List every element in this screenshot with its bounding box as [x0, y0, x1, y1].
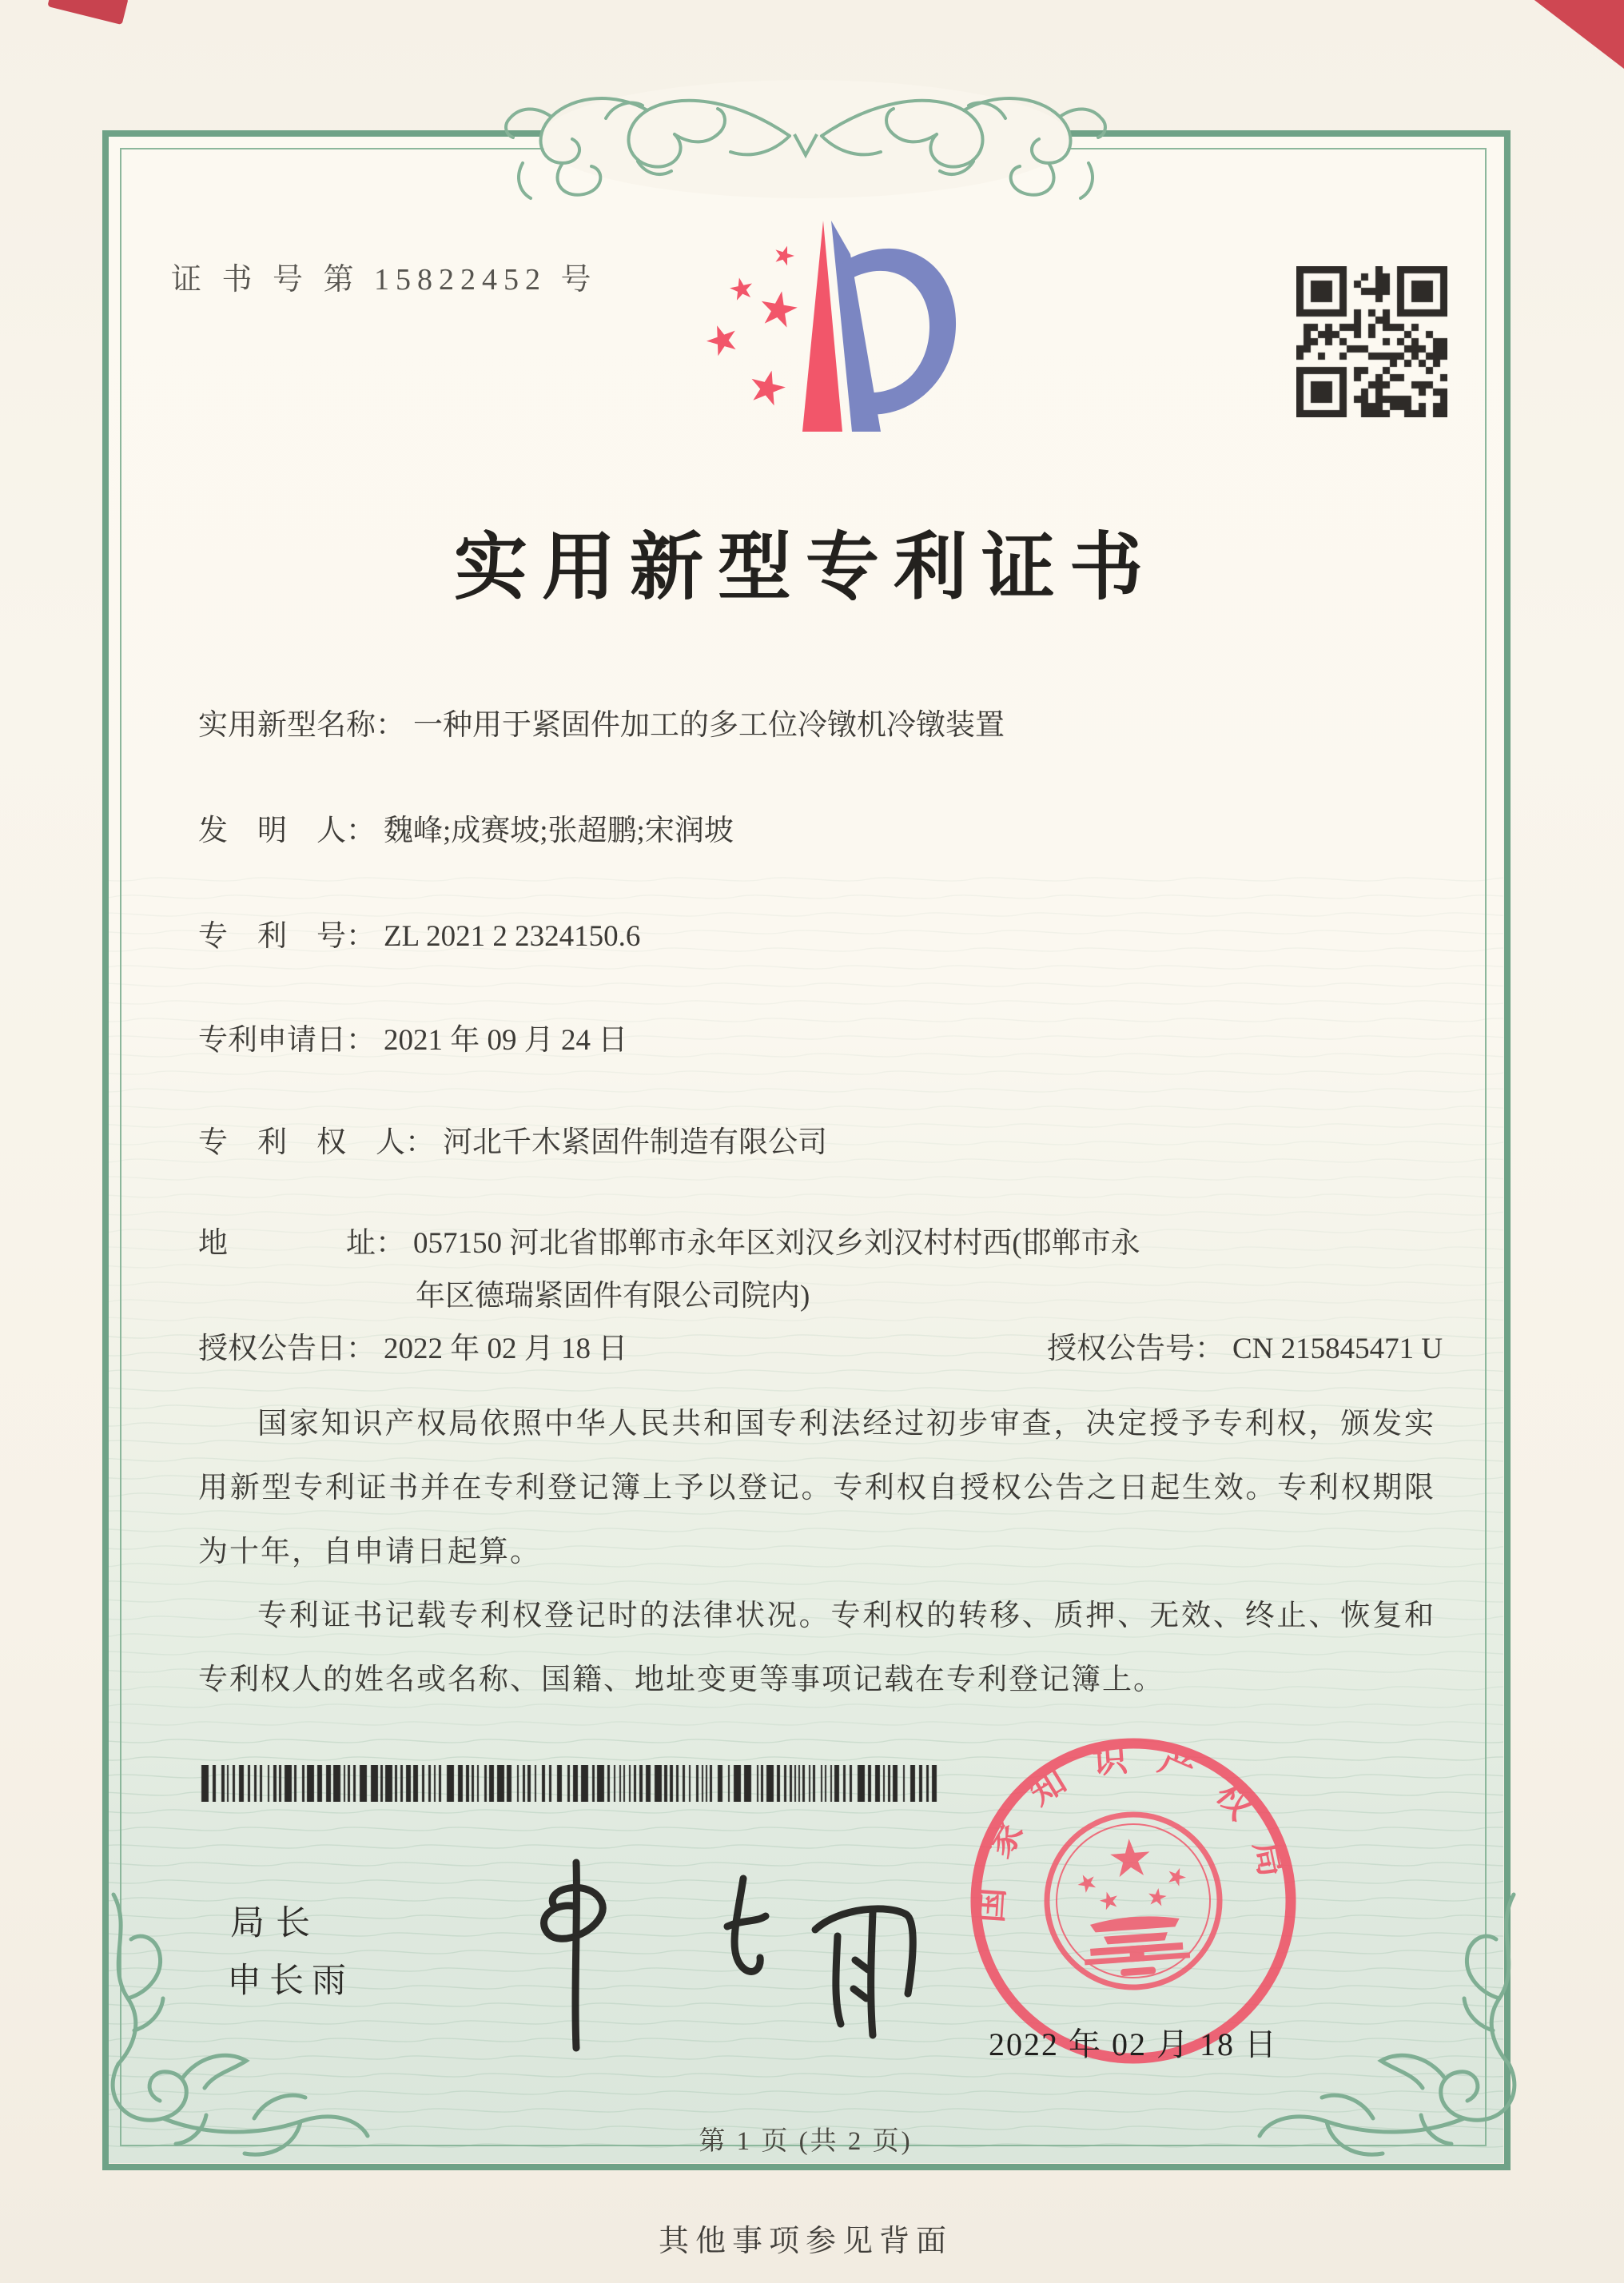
field-label: 实用新型名称：	[198, 709, 405, 742]
field-inventors	[198, 806, 734, 849]
field-value: ZL 2021 2 2324150.6	[384, 920, 641, 953]
commissioner-title: 局长	[230, 1905, 321, 1942]
seal-agency-text: 国家知识产权局	[969, 1737, 1298, 1924]
field-value: 2022 年 02 月 18 日	[384, 1333, 628, 1365]
photo-edge-red-sliver-right	[1528, 0, 1624, 69]
national-emblem-icon	[1041, 1809, 1226, 1994]
field-label: 专 利 号：	[198, 920, 376, 953]
field-value: 2021 年 09 月 24 日	[384, 1024, 628, 1057]
seal-date: 2022 年 02 月 18 日	[989, 2026, 1278, 2062]
field-grant-row	[198, 1324, 1443, 1367]
commissioner-name: 申长雨	[227, 1962, 354, 2000]
field-patentee	[198, 1118, 827, 1161]
barcode-1d	[200, 1765, 941, 1802]
commissioner-signature	[480, 1832, 927, 2064]
field-label: 地 址：	[198, 1227, 405, 1260]
field-value: 057150 河北省邯郸市永年区刘汉乡刘汉村村西(邯郸市永	[413, 1227, 1140, 1260]
field-address	[198, 1218, 1140, 1261]
legal-text	[198, 1393, 1435, 1712]
back-side-note: 其他事项参见背面	[658, 2225, 953, 2258]
certificate-number: 证 书 号 第 15822452 号	[171, 263, 598, 297]
field-label: 发 明 人：	[198, 815, 376, 847]
svg-text:国家知识产权局	[958, 1728, 1298, 1926]
field-value: 魏峰;成赛坡;张超鹏;宋润坡	[384, 815, 734, 847]
page-number: 第 1 页 (共 2 页)	[699, 2127, 913, 2156]
field-label: 专利申请日：	[198, 1024, 376, 1057]
field-value: 一种用于紧固件加工的多工位冷镦机冷镦装置	[413, 709, 1005, 742]
field-value: CN 215845471 U	[1232, 1333, 1443, 1365]
field-label: 专 利 权 人：	[198, 1126, 435, 1159]
field-value: 河北千木紧固件制造有限公司	[443, 1126, 827, 1159]
field-patent-number	[198, 911, 640, 954]
legal-paragraph-2: 专利证书记载专利权登记时的法律状况。专利权的转移、质押、无效、终止、恢复和专利权人的姓名或名称、国籍、地址变更等事项记载在专利登记簿上。	[198, 1600, 1435, 1696]
field-filing-date	[198, 1015, 627, 1058]
field-label: 授权公告日：	[198, 1333, 376, 1365]
top-border-dragon-ornament	[446, 42, 1165, 225]
cnipa-logo	[686, 206, 977, 481]
field-address-line2: 年区德瑞紧固件有限公司院内)	[416, 1280, 810, 1313]
qr-code	[1296, 266, 1447, 417]
field-label: 授权公告号：	[1047, 1333, 1224, 1365]
certificate-title: 实用新型专利证书	[453, 527, 1157, 608]
field-grant-number	[1047, 1324, 1443, 1367]
legal-paragraph-1: 国家知识产权局依照中华人民共和国专利法经过初步审查，决定授予专利权，颁发实用新型专利证书并在专利登记簿上予以登记。专利权自授权公告之日起生效。专利权期限为十年，自申请日起算。	[198, 1408, 1435, 1568]
photo-edge-red-sliver-left	[47, 0, 128, 25]
field-utility-model-name	[198, 700, 1005, 743]
